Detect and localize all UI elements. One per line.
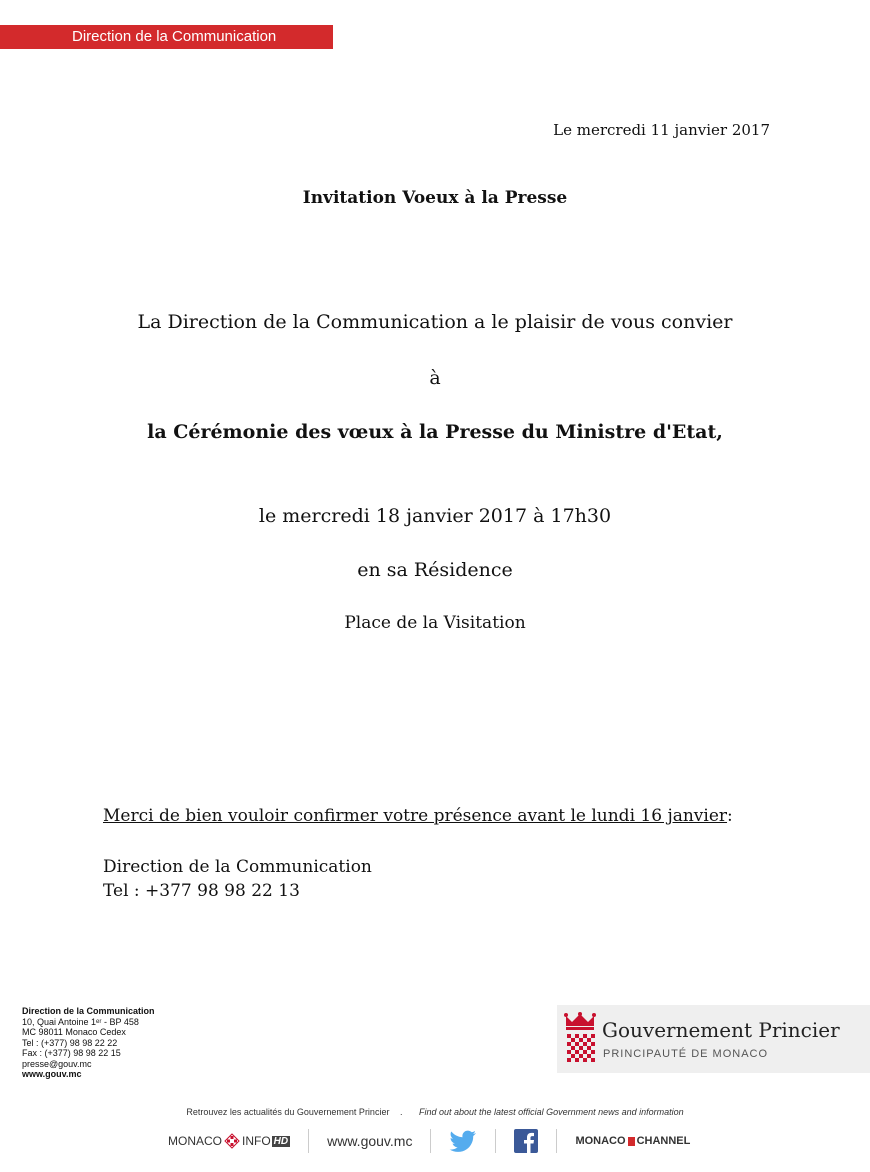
facebook-icon[interactable] [514, 1129, 538, 1153]
letter-date: Le mercredi 11 janvier 2017 [553, 121, 770, 139]
invitation-address: Place de la Visitation [344, 613, 526, 633]
divider [495, 1129, 496, 1153]
government-logo-block [557, 1005, 870, 1073]
website-link[interactable]: www.gouv.mc [327, 1133, 413, 1149]
channel-suffix: CHANNEL [636, 1135, 691, 1147]
rsvp-text: Merci de bien vouloir confirmer votre présence avant le lundi 16 janvier [103, 806, 728, 826]
header-bar [0, 25, 333, 49]
address-tel: Tel : (+377) 98 98 22 22 [22, 1037, 118, 1048]
contact-phone: Tel : +377 98 98 22 13 [103, 881, 300, 901]
address-street: 10, Quai Antoine 1ᵉʳ - BP 458 [22, 1016, 139, 1027]
address-web[interactable]: www.gouv.mc [22, 1069, 82, 1079]
divider [430, 1129, 431, 1153]
letter-title: Invitation Voeux à la Presse [302, 188, 568, 208]
footer-links [168, 1126, 728, 1156]
monaco-info-hd: HD [273, 1135, 289, 1147]
rsvp-contact [103, 855, 372, 903]
header-label: Direction de la Communication [72, 28, 277, 45]
invitation-datetime: le mercredi 18 janvier 2017 à 17h30 [258, 505, 612, 527]
monaco-info-link[interactable] [168, 1133, 290, 1149]
monaco-info-label: MONACO [168, 1134, 222, 1148]
invitation-venue: en sa Résidence [357, 559, 513, 581]
tagline-fr: Retrouvez les actualités du Gouvernement Princier [186, 1107, 390, 1117]
government-title: Gouvernement Princier [602, 1018, 840, 1042]
invitation-event: la Cérémonie des vœux à la Presse du Ministre d'Etat, [147, 421, 723, 443]
tagline-en: Find out about the latest official Government news and information [419, 1107, 684, 1117]
footer-address [22, 1006, 155, 1080]
footer-tagline [0, 1107, 870, 1117]
rsvp-colon: : [727, 806, 733, 826]
contact-name: Direction de la Communication [103, 857, 372, 877]
monaco-channel-link[interactable] [575, 1135, 690, 1147]
monaco-info-suffix: INFO [242, 1134, 271, 1148]
address-city: MC 98011 Monaco Cedex [22, 1027, 126, 1037]
rsvp-notice [103, 806, 733, 826]
tagline-separator: . [399, 1107, 403, 1117]
invitation-line-2: à [429, 367, 441, 389]
invitation-line-1: La Direction de la Communication a le plaisir de vous convier [137, 311, 733, 333]
channel-prefix: MONACO [575, 1135, 626, 1147]
diamond-icon [224, 1133, 240, 1149]
divider [308, 1129, 309, 1153]
monaco-crown-crest-icon [563, 1012, 597, 1066]
twitter-bird-icon[interactable] [449, 1130, 477, 1152]
address-fax: Fax : (+377) 98 98 22 15 [22, 1048, 121, 1058]
divider [556, 1129, 557, 1153]
channel-flag-icon [628, 1137, 635, 1146]
address-org: Direction de la Communication [22, 1006, 155, 1016]
address-email[interactable]: presse@gouv.mc [22, 1058, 92, 1069]
government-subtitle: PRINCIPAUTÉ DE MONACO [603, 1048, 769, 1060]
